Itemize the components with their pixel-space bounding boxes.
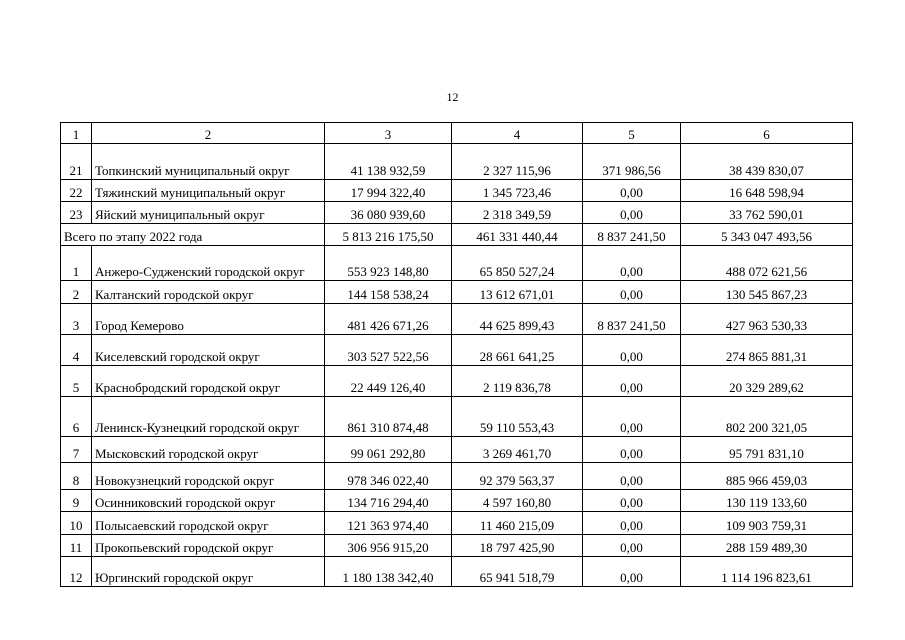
row-value-5: 0,00	[583, 535, 681, 557]
row-value-3: 303 527 522,56	[325, 335, 452, 366]
row-value-3: 22 449 126,40	[325, 366, 452, 397]
row-value-4: 2 119 836,78	[452, 366, 583, 397]
row-number: 1	[61, 246, 92, 281]
row-value-5: 0,00	[583, 512, 681, 535]
row-value-4: 4 597 160,80	[452, 490, 583, 512]
row-value-3: 553 923 148,80	[325, 246, 452, 281]
row-value-3: 978 346 022,40	[325, 463, 452, 490]
row-value-5: 0,00	[583, 397, 681, 437]
row-name: Новокузнецкий городской округ	[92, 463, 325, 490]
row-value-4: 13 612 671,01	[452, 281, 583, 304]
row-number: 7	[61, 437, 92, 463]
row-number: 2	[61, 281, 92, 304]
table-row	[61, 202, 853, 224]
row-name: Мысковский городской округ	[92, 437, 325, 463]
header-cell: 3	[325, 123, 452, 144]
row-value-4: 18 797 425,90	[452, 535, 583, 557]
row-value-3: 41 138 932,59	[325, 144, 452, 180]
row-number: 23	[61, 202, 92, 224]
row-value-5: 0,00	[583, 557, 681, 587]
row-name: Полысаевский городской округ	[92, 512, 325, 535]
data-table	[60, 122, 853, 587]
row-number: 8	[61, 463, 92, 490]
row-name: Тяжинский муниципальный округ	[92, 180, 325, 202]
row-number: 4	[61, 335, 92, 366]
row-name: Киселевский городской округ	[92, 335, 325, 366]
row-value-6: 1 114 196 823,61	[681, 557, 853, 587]
table-row	[61, 557, 853, 587]
row-value-4: 44 625 899,43	[452, 304, 583, 335]
header-cell: 5	[583, 123, 681, 144]
table-row	[61, 512, 853, 535]
row-value-4: 59 110 553,43	[452, 397, 583, 437]
header-cell: 2	[92, 123, 325, 144]
row-value-4: 3 269 461,70	[452, 437, 583, 463]
total-value-3: 5 813 216 175,50	[325, 224, 452, 246]
row-value-5: 0,00	[583, 366, 681, 397]
row-value-5: 0,00	[583, 281, 681, 304]
table-row	[61, 397, 853, 437]
row-name: Прокопьевский городской округ	[92, 535, 325, 557]
row-value-6: 288 159 489,30	[681, 535, 853, 557]
row-value-3: 481 426 671,26	[325, 304, 452, 335]
row-value-4: 1 345 723,46	[452, 180, 583, 202]
row-value-6: 130 119 133,60	[681, 490, 853, 512]
row-number: 6	[61, 397, 92, 437]
table-row	[61, 335, 853, 366]
row-value-5: 0,00	[583, 246, 681, 281]
row-value-6: 130 545 867,23	[681, 281, 853, 304]
row-value-6: 20 329 289,62	[681, 366, 853, 397]
row-value-5: 371 986,56	[583, 144, 681, 180]
table-row	[61, 281, 853, 304]
row-value-4: 65 941 518,79	[452, 557, 583, 587]
row-value-4: 11 460 215,09	[452, 512, 583, 535]
table-row	[61, 304, 853, 335]
row-number: 12	[61, 557, 92, 587]
row-number: 10	[61, 512, 92, 535]
row-value-6: 274 865 881,31	[681, 335, 853, 366]
row-value-3: 306 956 915,20	[325, 535, 452, 557]
row-name: Топкинский муниципальный округ	[92, 144, 325, 180]
table-row	[61, 463, 853, 490]
row-value-3: 99 061 292,80	[325, 437, 452, 463]
table-row	[61, 437, 853, 463]
row-value-3: 144 158 538,24	[325, 281, 452, 304]
table-row	[61, 144, 853, 180]
page-number: 12	[446, 90, 459, 104]
row-value-4: 65 850 527,24	[452, 246, 583, 281]
row-value-6: 802 200 321,05	[681, 397, 853, 437]
row-name: Яйский муниципальный округ	[92, 202, 325, 224]
row-value-4: 28 661 641,25	[452, 335, 583, 366]
row-value-3: 36 080 939,60	[325, 202, 452, 224]
row-number: 3	[61, 304, 92, 335]
row-value-4: 2 327 115,96	[452, 144, 583, 180]
row-value-4: 2 318 349,59	[452, 202, 583, 224]
row-value-5: 0,00	[583, 202, 681, 224]
row-value-3: 861 310 874,48	[325, 397, 452, 437]
row-number: 5	[61, 366, 92, 397]
row-name: Калтанский городской округ	[92, 281, 325, 304]
row-value-3: 134 716 294,40	[325, 490, 452, 512]
total-value-6: 5 343 047 493,56	[681, 224, 853, 246]
row-number: 22	[61, 180, 92, 202]
header-cell: 4	[452, 123, 583, 144]
row-number: 9	[61, 490, 92, 512]
row-value-3: 17 994 322,40	[325, 180, 452, 202]
row-value-5: 0,00	[583, 437, 681, 463]
row-name: Город Кемерово	[92, 304, 325, 335]
row-value-4: 92 379 563,37	[452, 463, 583, 490]
row-value-5: 0,00	[583, 490, 681, 512]
row-value-6: 33 762 590,01	[681, 202, 853, 224]
row-value-6: 38 439 830,07	[681, 144, 853, 180]
row-number: 21	[61, 144, 92, 180]
row-value-3: 121 363 974,40	[325, 512, 452, 535]
row-value-6: 488 072 621,56	[681, 246, 853, 281]
row-value-6: 885 966 459,03	[681, 463, 853, 490]
row-value-5: 0,00	[583, 463, 681, 490]
row-value-5: 0,00	[583, 180, 681, 202]
row-name: Осинниковский городской округ	[92, 490, 325, 512]
total-value-4: 461 331 440,44	[452, 224, 583, 246]
total-row	[61, 224, 853, 246]
row-number: 11	[61, 535, 92, 557]
table-row	[61, 246, 853, 281]
table-row	[61, 535, 853, 557]
row-value-6: 95 791 831,10	[681, 437, 853, 463]
row-value-5: 0,00	[583, 335, 681, 366]
table-row	[61, 180, 853, 202]
row-value-6: 16 648 598,94	[681, 180, 853, 202]
row-value-6: 109 903 759,31	[681, 512, 853, 535]
total-value-5: 8 837 241,50	[583, 224, 681, 246]
row-name: Краснобродский городской округ	[92, 366, 325, 397]
row-name: Анжеро-Судженский городской округ	[92, 246, 325, 281]
row-value-6: 427 963 530,33	[681, 304, 853, 335]
total-label: Всего по этапу 2022 года	[61, 224, 325, 246]
table-header-row	[61, 123, 853, 144]
header-cell: 1	[61, 123, 92, 144]
table-row	[61, 366, 853, 397]
row-value-3: 1 180 138 342,40	[325, 557, 452, 587]
table-row	[61, 490, 853, 512]
header-cell: 6	[681, 123, 853, 144]
row-name: Ленинск-Кузнецкий городской округ	[92, 397, 325, 437]
row-value-5: 8 837 241,50	[583, 304, 681, 335]
row-name: Юргинский городской округ	[92, 557, 325, 587]
